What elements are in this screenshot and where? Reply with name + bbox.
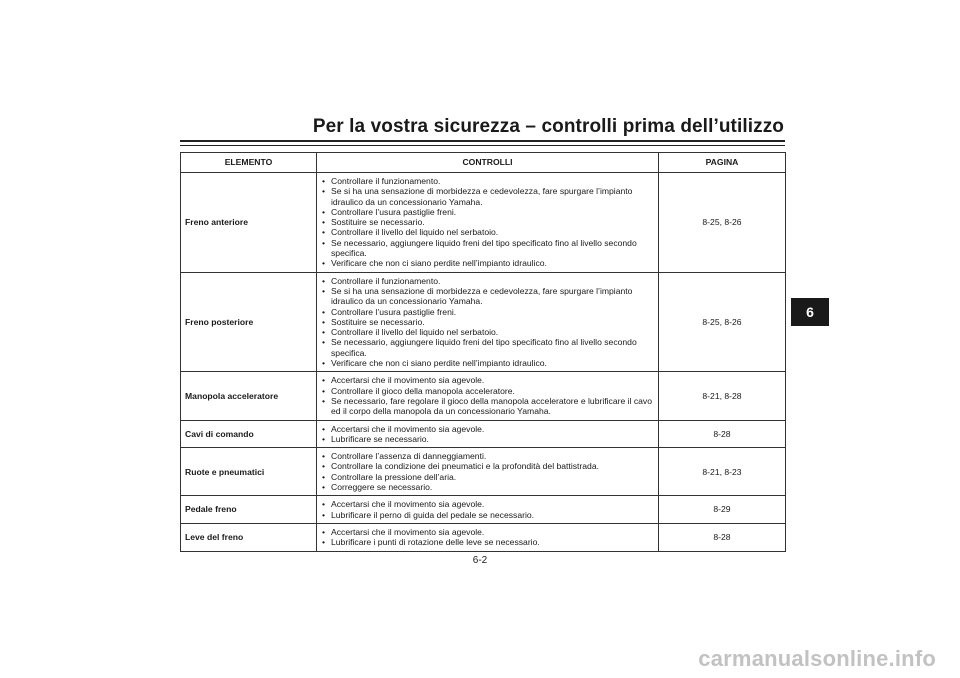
elemento-cell: Cavi di comando [181,420,317,448]
table-row [181,173,786,273]
controlli-list [321,375,654,416]
pagina-cell: 8-21, 8-28 [659,372,786,420]
controlli-list [321,499,654,520]
controllo-item: • Controllare l’usura pastiglie freni. [321,307,654,317]
controllo-item: • Accertarsi che il movimento sia agevole. [321,375,654,385]
controllo-item: • Controllare il livello del liquido nel serbatoio. [321,227,654,237]
elemento-cell: Pedale freno [181,496,317,524]
controllo-item: • Controllare il gioco della manopola acceleratore. [321,386,654,396]
controllo-item: • Controllare il livello del liquido nel serbatoio. [321,327,654,337]
controllo-item: • Verificare che non ci siano perdite nell’impianto idraulico. [321,358,654,368]
page-number: 6-2 [472,555,488,566]
controllo-item: • Se necessario, aggiungere liquido freni del tipo specificato fino al livello secondo specifica. [321,238,654,259]
pagina-cell: 8-25, 8-26 [659,173,786,273]
controlli-cell [317,372,659,420]
table-body [181,173,786,552]
table-row [181,272,786,372]
header-controlli: CONTROLLI [317,153,659,173]
pagina-cell: 8-29 [659,496,786,524]
controllo-item: • Controllare il funzionamento. [321,276,654,286]
controlli-cell [317,173,659,273]
controllo-item: • Sostituire se necessario. [321,317,654,327]
controllo-item: • Controllare l’usura pastiglie freni. [321,207,654,217]
controlli-cell [317,523,659,551]
header-pagina: PAGINA [659,153,786,173]
controlli-list [321,176,654,269]
table-row [181,448,786,496]
controllo-item: • Sostituire se necessario. [321,217,654,227]
controlli-list [321,276,654,369]
controllo-item: • Accertarsi che il movimento sia agevole. [321,424,654,434]
controlli-list [321,424,654,445]
pagina-cell: 8-21, 8-23 [659,448,786,496]
controlli-list [321,451,654,492]
controllo-item: • Accertarsi che il movimento sia agevole. [321,527,654,537]
elemento-cell: Manopola acceleratore [181,372,317,420]
controllo-item: • Se necessario, aggiungere liquido freni del tipo specificato fino al livello secondo specifica. [321,337,654,358]
controlli-cell [317,496,659,524]
controllo-item: • Accertarsi che il movimento sia agevole. [321,499,654,509]
header-rule-thin [180,145,785,146]
controllo-item: • Lubrificare il perno di guida del pedale se necessario. [321,510,654,520]
controllo-item: • Lubrificare i punti di rotazione delle leve se necessario. [321,537,654,547]
controllo-item: • Se necessario, fare regolare il gioco della manopola acceleratore e lubrificare il cavo ed il corpo della manopola da un concessionario Yamaha. [321,396,654,417]
pagina-cell: 8-28 [659,523,786,551]
header-elemento: ELEMENTO [181,153,317,173]
table-row [181,496,786,524]
table-row [181,372,786,420]
controllo-item: • Controllare la condizione dei pneumatici e la profondità del battistrada. [321,461,654,471]
table-header-row [181,153,786,173]
elemento-cell: Freno posteriore [181,272,317,372]
controlli-cell [317,420,659,448]
controlli-cell [317,272,659,372]
controllo-item: • Controllare la pressione dell’aria. [321,472,654,482]
pagina-cell: 8-25, 8-26 [659,272,786,372]
controlli-list [321,527,654,548]
page-title: Per la vostra sicurezza – controlli prima dell’utilizzo [312,116,784,137]
elemento-cell: Ruote e pneumatici [181,448,317,496]
header-rule-thick [180,140,785,142]
controllo-item: • Se si ha una sensazione di morbidezza e cedevolezza, fare spurgare l’impianto idraulico da un concessionario Yamaha. [321,286,654,307]
controllo-item: • Correggere se necessario. [321,482,654,492]
watermark: carmanualsonline.info [698,646,936,671]
controllo-item: • Controllare il funzionamento. [321,176,654,186]
elemento-cell: Leve del freno [181,523,317,551]
controllo-item: • Lubrificare se necessario. [321,434,654,444]
controllo-item: • Controllare l’assenza di danneggiamenti. [321,451,654,461]
chapter-tab: 6 [791,298,829,326]
elemento-cell: Freno anteriore [181,173,317,273]
controllo-item: • Se si ha una sensazione di morbidezza e cedevolezza, fare spurgare l’impianto idraulico da un concessionario Yamaha. [321,186,654,207]
controlli-cell [317,448,659,496]
pagina-cell: 8-28 [659,420,786,448]
table-row [181,420,786,448]
table-row [181,523,786,551]
controllo-item: • Verificare che non ci siano perdite nell’impianto idraulico. [321,258,654,268]
pre-operation-checklist-table [180,152,786,552]
